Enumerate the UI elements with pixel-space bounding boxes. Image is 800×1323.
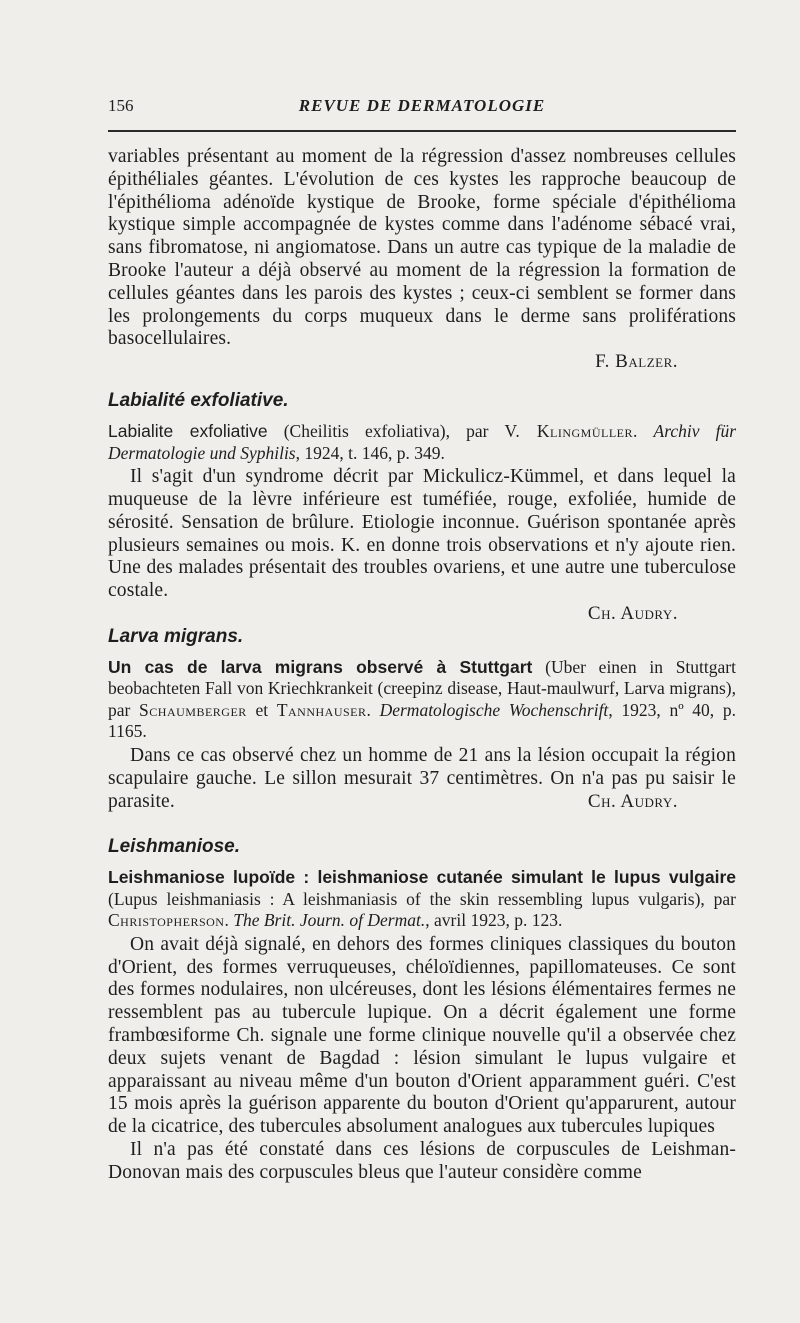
section-body-larva: Dans ce cas observé chez un homme de 21 ans la lésion occupait la région scapulaire gauche. Le sillon mesurait 37 centimètres. On n'a pas pu saisir le parasite. [108, 744, 736, 812]
reference-labialite: Labialite exfoliative (Cheilitis exfoliativa), par V. Klingmüller. Archiv für Dermatologie und Syphilis, 1924, t. 146, p. 349. [108, 421, 737, 463]
reference-title: Labialite exfoliative [108, 421, 268, 442]
signature-balzer: F. Balzer. [595, 351, 678, 373]
reference-author: V. Klingmüller [504, 421, 634, 442]
reference-journal: The Brit. Journ. of Dermat. [233, 910, 426, 931]
reference-larva: Un cas de larva migrans observé à Stuttgart (Uber einen in Stuttgart beobachteten Fall von Kriechkrankeit (creepinz disease, Haut-maulwurf, Larva migrans), par Schaumberger et Tannhauser. Dermatologische Wochenschrift, 1923, nº 40, p. 1165. [108, 656, 737, 742]
header-rule [108, 130, 736, 132]
signature-audry-1: Ch. Audry. [587, 602, 678, 624]
reference-title: Leishmaniose lupoïde : leishmaniose cutanée simulant le lupus vulgaire [108, 867, 736, 888]
reference-author: Christopherson [108, 910, 225, 931]
reference-journal: Archiv für Dermatologie und Syphilis [108, 421, 737, 463]
reference-title: Un cas de larva migrans observé à Stuttgart [108, 656, 533, 677]
section-heading-leishmaniose: Leishmaniose. [108, 836, 240, 858]
intro-paragraph: variables présentant au moment de la régression d'assez nombreuses cellules épithéliales géantes. L'évolution de ces kystes les rapproche beaucoup de l'épithélioma adénoïde kystique de Brooke, forme spéciale d'épithélioma kystique simple accompagnée de kystes comme dans l'adénome sébacé vrai, sans fibromatose, ni angiomatose. Dans un autre cas typique de la maladie de Brooke l'auteur a déjà observé au moment de la régression la formation de cellules géantes dans les parois des kystes ; ceux-ci semblent se former dans les prolongements du corps muqueux dans le derme sans proliférations basocellulaires. [108, 146, 736, 350]
section-body-leishmaniose: On avait déjà signalé, en dehors des formes cliniques classiques du bouton d'Orient, des formes verruqueuses, chéloïdiennes, papillomateuses. Ce sont des formes nodulaires, non ulcéreuses, dont les lésions élémentaires fermes ne ressemblent pas au tubercule lupique. On a décrit également une forme frambœsiforme Ch. signale une forme clinique nouvelle qu'il a observée chez deux sujets venant de Bagdad : lésion simulant le lupus vulgaire et apparaissant au niveau même d'un bouton d'Orient apparamment guéri. C'est 15 mois après la guérison apparente du bouton d'Orient qu'apparurent, autour de la cicatrice, des tubercules absolument analogues aux tubercules lupiques [108, 933, 736, 1138]
page-header [108, 96, 736, 122]
reference-author: Schaumberger [139, 699, 247, 720]
section-body-labialite: Il s'agit d'un syndrome décrit par Mickulicz-Kümmel, et dans lequel la muqueuse de la lèvre inférieure est tuméfiée, rouge, exfoliée, humide de sérosité. Sensation de brûlure. Etiologie inconnue. Guérison spontanée après plusieurs semaines ou mois. K. en donne trois observations et n'y ajoute rien. Une des malades présentait des troubles ovariens, et une autre une tuberculose costale. [108, 466, 736, 602]
section-heading-labialite: Labialité exfoliative. [108, 390, 289, 412]
page-content [108, 146, 736, 1185]
section-body-leishmaniose-2: Il n'a pas été constaté dans ces lésions de corpuscules de Leishman-Donovan mais des corpuscules bleus que l'auteur considère comme [108, 1139, 736, 1183]
running-title: REVUE DE DERMATOLOGIE [298, 96, 546, 115]
reference-journal: Dermatologische Wochenschrift [379, 699, 609, 720]
reference-leishmaniose: Leishmaniose lupoïde : leishmaniose cutanée simulant le lupus vulgaire (Lupus leishmaniasis : A leishmaniasis of the skin ressembling lupus vulgaris), par Christopherson. The Brit. Journ. of Dermat., avril 1923, p. 123. [108, 867, 736, 931]
page-number: 156 [108, 96, 134, 115]
signature-audry-2: Ch. Audry. [587, 791, 678, 813]
reference-author-2: Tannhauser [276, 699, 367, 720]
section-heading-larva: Larva migrans. [108, 625, 244, 647]
